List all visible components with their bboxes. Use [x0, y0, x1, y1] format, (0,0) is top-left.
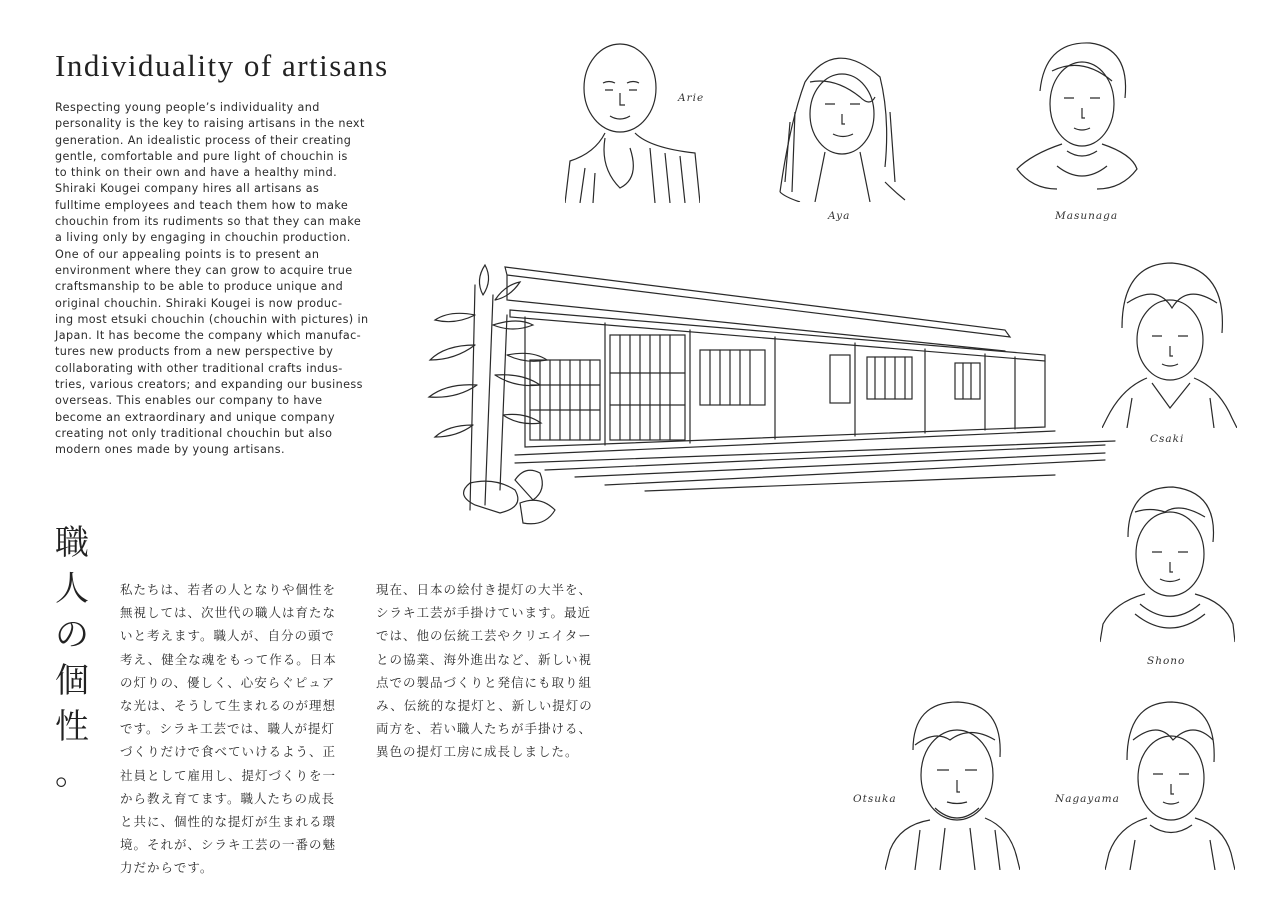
japanese-title-char: 職 [55, 523, 89, 563]
english-line: creating not only traditional chouchin but also [55, 426, 333, 440]
portrait-csaki-illustration [1102, 258, 1237, 428]
artisan-name-arie: Arie [678, 92, 705, 104]
english-line: One of our appealing points is to present an [55, 247, 320, 261]
japanese-column-2 [376, 578, 616, 764]
japanese-line: から教え育てます。職人たちの成長 [120, 790, 336, 806]
japanese-line: の灯りの、優しく、心安らぐピュア [120, 674, 336, 690]
artisan-name-shono: Shono [1147, 655, 1186, 667]
english-line: generation. An idealistic process of their creating [55, 133, 352, 147]
portrait-arie-illustration [565, 38, 700, 203]
artisan-name-nagayama: Nagayama [1055, 793, 1120, 805]
english-line: environment where they can grow to acquire true [55, 263, 353, 277]
english-line: craftsmanship to be able to produce unique and [55, 280, 344, 294]
english-line: Shiraki Kougei company hires all artisans as [55, 182, 320, 196]
japanese-line: 無視しては、次世代の職人は育たな [120, 605, 337, 621]
portrait-aya-illustration [770, 42, 910, 202]
portrait-shono-illustration [1100, 482, 1235, 647]
english-line: overseas. This enables our company to have [55, 394, 323, 408]
portrait-masunaga-illustration [1012, 36, 1142, 196]
english-paragraph [55, 100, 385, 459]
japanese-title-char: の [55, 615, 89, 655]
japanese-column-1 [120, 578, 360, 880]
japanese-line: 私たちは、若者の人となりや個性を [120, 582, 337, 597]
japanese-line: シラキ工芸が手掛けています。最近 [376, 605, 592, 621]
english-line: a living only by engaging in chouchin production. [55, 231, 351, 245]
english-line: tures new products from a new perspective by [55, 345, 334, 359]
japanese-line: 現在、日本の絵付き提灯の大半を、 [376, 582, 593, 597]
artisan-name-masunaga: Masunaga [1055, 210, 1119, 222]
english-line: chouchin from its rudiments so that they can make [55, 215, 362, 229]
english-line: Respecting young people’s individuality and [55, 101, 320, 114]
japanese-title-char: 個 [55, 661, 89, 701]
japanese-line: との協業、海外進出など、新しい視 [376, 651, 593, 667]
japanese-line: 異色の提灯工房に成長しました。 [376, 744, 579, 760]
japanese-title-char: 。 [55, 753, 89, 793]
english-line: collaborating with other traditional crafts indus- [55, 361, 343, 375]
english-line: fulltime employees and teach them how to make [55, 198, 349, 212]
japanese-line: 境。それが、シラキ工芸の一番の魅 [120, 837, 337, 853]
english-line: become an extraordinary and unique company [55, 410, 336, 424]
page-title: Individuality of artisans [55, 48, 389, 83]
english-line: ing most etsuki chouchin (chouchin with pictures) in [55, 312, 369, 326]
japanese-line: です。シラキ工芸では、職人が提灯 [120, 721, 336, 737]
english-line: modern ones made by young artisans. [55, 443, 285, 457]
japanese-title-char: 性 [55, 707, 89, 747]
artisan-name-csaki: Csaki [1150, 433, 1185, 445]
japanese-line: な光は、そうして生まれるのが理想 [120, 698, 337, 714]
artisan-name-otsuka: Otsuka [853, 793, 897, 805]
english-line: to think on their own and have a healthy mind. [55, 166, 338, 180]
japanese-line: 考え、健全な魂をもって作る。日本 [120, 651, 337, 667]
english-line: tries, various creators; and expanding our business [55, 378, 363, 392]
japanese-line: 社員として雇用し、提灯づくりを一 [120, 767, 337, 783]
japanese-line: 両方を、若い職人たちが手掛ける、 [376, 721, 593, 737]
portrait-nagayama-illustration [1105, 700, 1235, 870]
japanese-vertical-title [52, 520, 92, 796]
portrait-otsuka-illustration [885, 700, 1020, 870]
japanese-title-char: 人 [55, 569, 89, 609]
english-line: gentle, comfortable and pure light of chouchin is [55, 149, 348, 163]
artisan-name-aya: Aya [828, 210, 851, 222]
japanese-line: 点での製品づくりと発信にも取り組 [376, 674, 593, 690]
japanese-line: 力だからです。 [120, 860, 214, 876]
japanese-line: と共に、個性的な提灯が生まれる環 [120, 814, 337, 830]
japanese-line: では、他の伝統工芸やクリエイター [376, 628, 592, 644]
english-line: Japan. It has become the company which manufac- [55, 329, 362, 343]
japanese-line: いと考えます。職人が、自分の頭で [120, 628, 336, 644]
english-line: personality is the key to raising artisans in the next [55, 117, 365, 131]
japanese-line: づくりだけで食べていけるよう、正 [120, 744, 337, 760]
english-line: original chouchin. Shiraki Kougei is now produc- [55, 296, 343, 310]
japanese-line: み、伝統的な提灯と、新しい提灯の [376, 698, 593, 714]
workshop-building-illustration [415, 255, 1125, 545]
